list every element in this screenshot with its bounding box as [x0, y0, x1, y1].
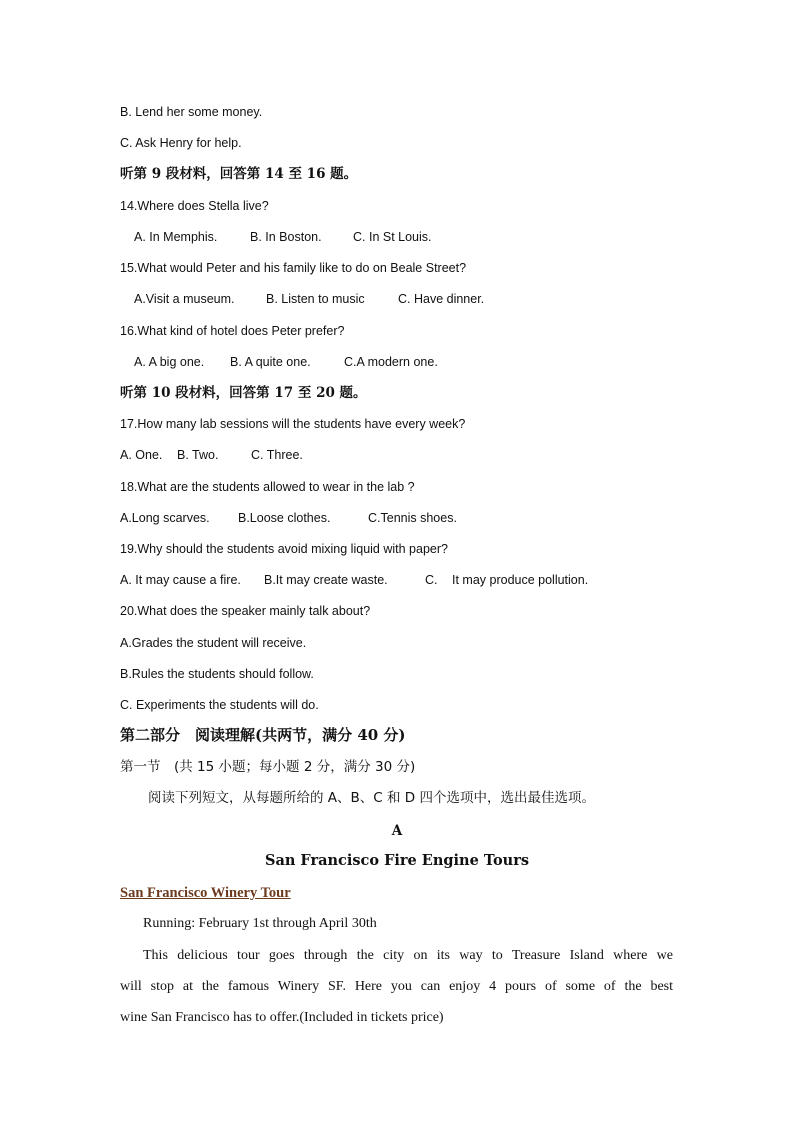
option: C.A modern one.	[344, 355, 438, 369]
body-line-3: wine San Francisco has to offer.(Included in tickets price)	[120, 1010, 444, 1025]
question-15-options	[134, 291, 484, 307]
question-17: 17.How many lab sessions will the students have every week?	[120, 417, 466, 431]
question-20: 20.What does the speaker mainly talk about?	[120, 604, 371, 618]
running-dates: Running: February 1st through April 30th	[143, 916, 377, 931]
option: B. In Boston.	[250, 230, 322, 244]
question-19: 19.Why should the students avoid mixing liquid with paper?	[120, 542, 448, 556]
option: B.Loose clothes.	[238, 511, 331, 525]
part-two-heading: 第二部分 阅读理解(共两节，满分 40 分)	[120, 726, 406, 744]
question-18-options	[120, 510, 457, 526]
section-one-heading: 第一节 (共 15 小题；每小题 2 分，满分 30 分)	[120, 759, 416, 775]
option: C.Tennis shoes.	[368, 511, 457, 525]
body-line-1: This delicious tour goes through the city on its way to Treasure Island where we	[143, 948, 673, 963]
passage-title: San Francisco Fire Engine Tours	[264, 852, 530, 869]
option: C. Three.	[251, 448, 303, 462]
option: A. It may cause a fire.	[120, 573, 241, 587]
option: B.It may create waste.	[264, 573, 388, 587]
option: A. A big one.	[134, 355, 205, 369]
option: B. A quite one.	[230, 355, 311, 369]
question-16: 16.What kind of hotel does Peter prefer?	[120, 324, 345, 338]
question-14-options	[134, 229, 432, 245]
passage-label: A	[391, 823, 403, 839]
body-line-2: will stop at the famous Winery SF. Here you can enjoy 4 pours of some of the best	[120, 979, 673, 994]
section-heading-10: 听第 10 段材料，回答第 17 至 20 题。	[120, 385, 367, 401]
question-20-option-c: C. Experiments the students will do.	[120, 698, 319, 712]
winery-tour-link[interactable]: San Francisco Winery Tour	[120, 885, 291, 901]
option: C. In St Louis.	[353, 230, 432, 244]
answer-option-c: C. Ask Henry for help.	[120, 136, 242, 150]
question-20-option-b: B.Rules the students should follow.	[120, 667, 314, 681]
option: C.	[425, 573, 438, 587]
instruction-text: 阅读下列短文，从每题所给的 A、B、C 和 D 四个选项中，选出最佳选项。	[148, 790, 595, 806]
question-18: 18.What are the students allowed to wear in the lab ?	[120, 480, 415, 494]
question-16-options	[134, 354, 438, 370]
option-text: It may produce pollution.	[452, 573, 589, 587]
option: C. Have dinner.	[398, 292, 485, 306]
question-19-options	[120, 572, 588, 588]
option: B. Two.	[177, 448, 219, 462]
question-14: 14.Where does Stella live?	[120, 199, 269, 213]
question-17-options	[120, 447, 303, 463]
answer-option-b: B. Lend her some money.	[120, 105, 263, 119]
question-15: 15.What would Peter and his family like to do on Beale Street?	[120, 261, 467, 275]
option: B. Listen to music	[266, 292, 365, 306]
option: A. One.	[120, 448, 163, 462]
option: A. In Memphis.	[134, 230, 218, 244]
section-heading-9: 听第 9 段材料，回答第 14 至 16 题。	[120, 166, 358, 182]
option: A.Visit a museum.	[134, 292, 235, 306]
option: A.Long scarves.	[120, 511, 210, 525]
question-20-option-a: A.Grades the student will receive.	[120, 636, 307, 650]
